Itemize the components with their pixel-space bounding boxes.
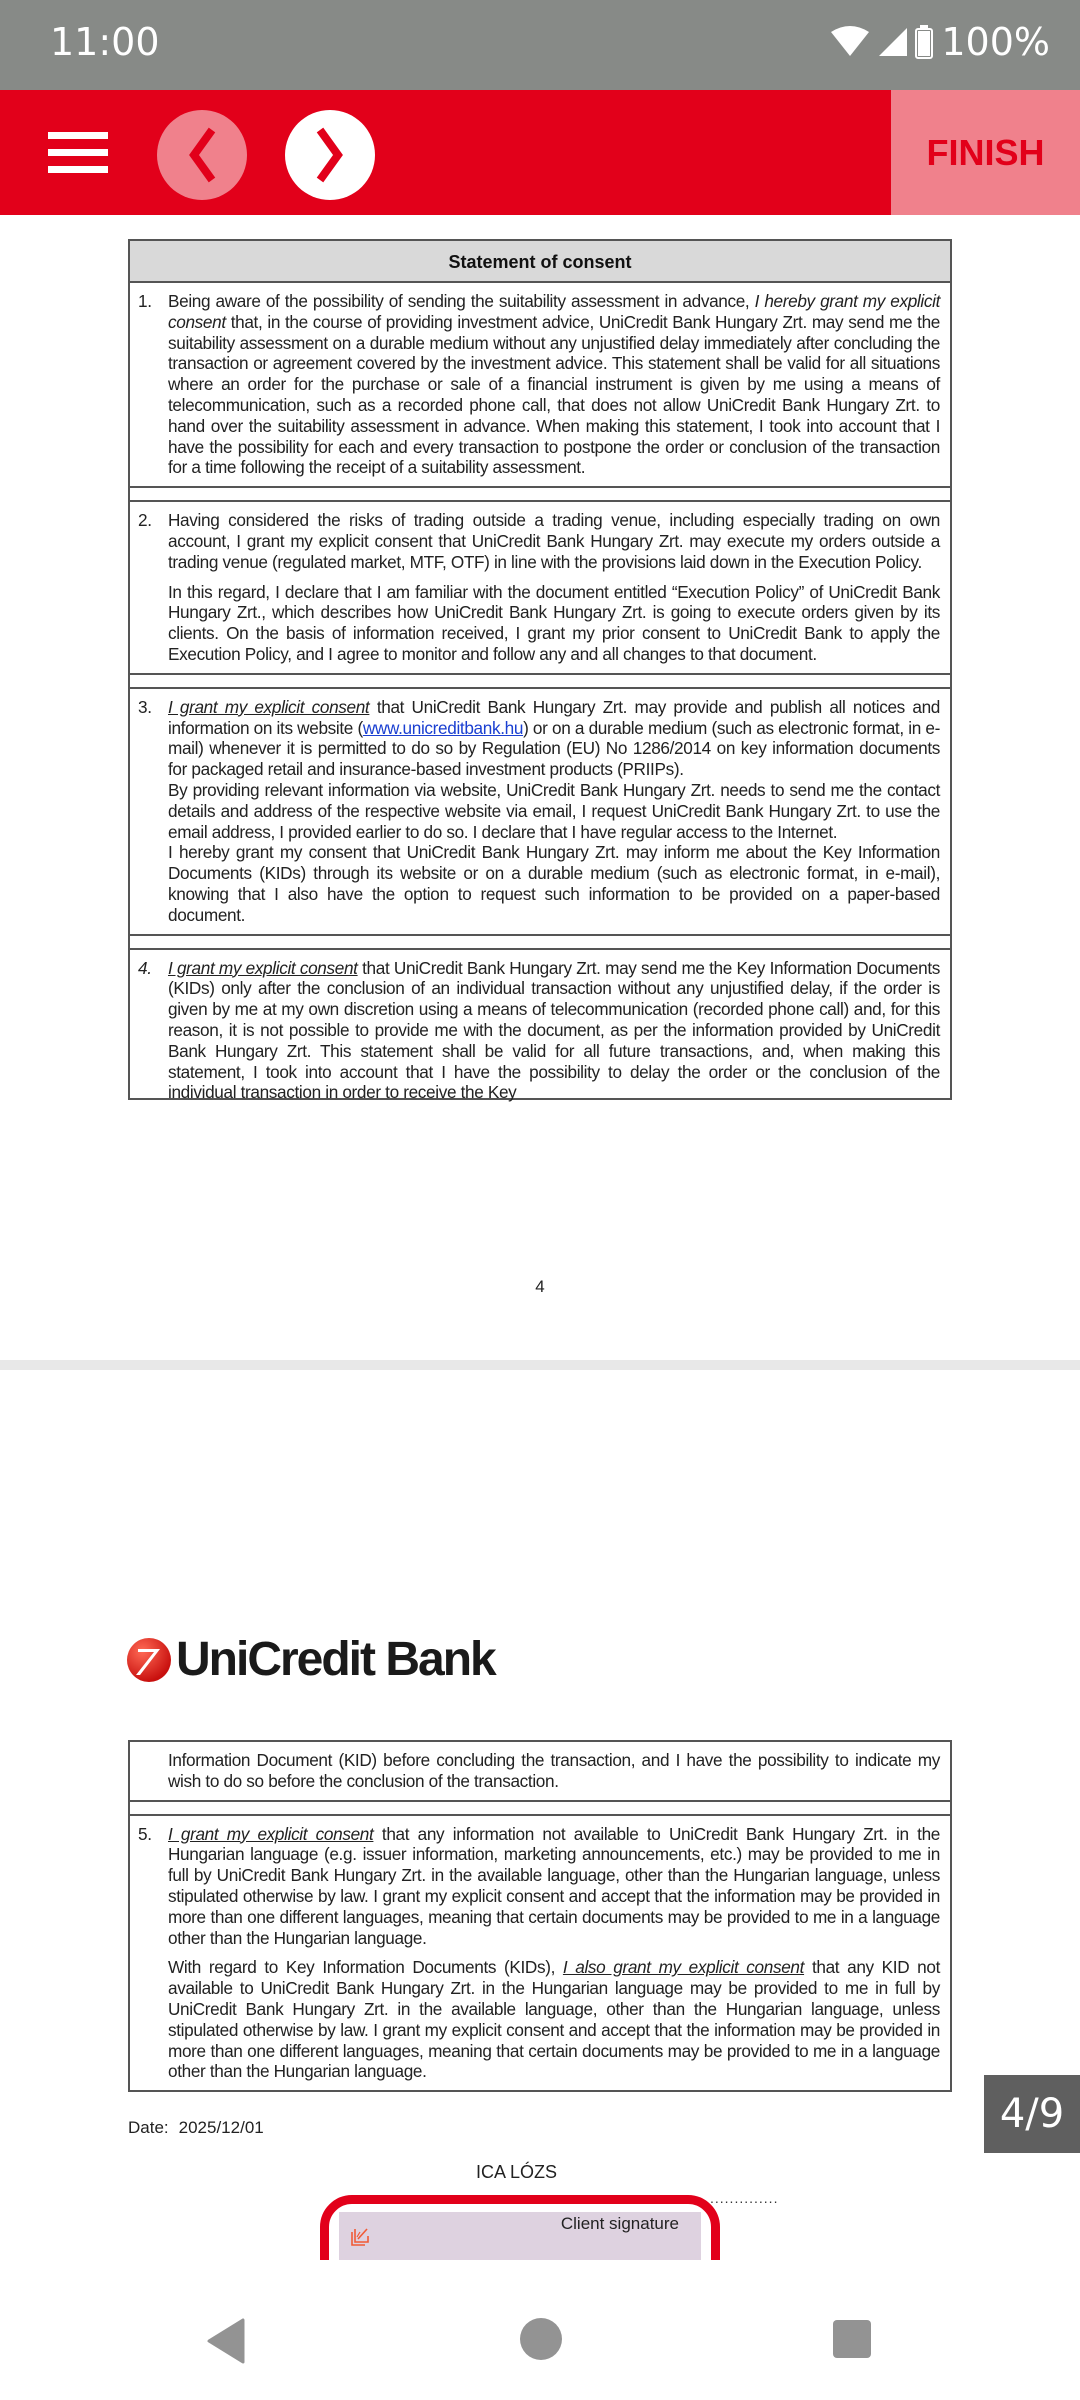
battery-percentage: 100% — [941, 20, 1050, 64]
home-circle-icon[interactable] — [520, 2318, 562, 2360]
next-page-button[interactable] — [285, 110, 375, 200]
chevron-right-icon — [310, 125, 350, 185]
battery-icon — [915, 25, 933, 59]
table-title: Statement of consent — [130, 241, 950, 283]
signature-label: Client signature — [560, 2214, 679, 2233]
client-name: ICA LÓZS — [476, 2162, 558, 2182]
consent-table-continued — [128, 1740, 952, 2092]
page-separator — [0, 1360, 1080, 1370]
system-nav-bar — [0, 2260, 1080, 2400]
date-label: Date: — [128, 2118, 169, 2137]
table-spacer — [130, 675, 950, 689]
consent-item-2: 2. Having considered the risks of trading outside a trading venue, including especially trading on own account, I grant my explicit consent that UniCredit Bank Hungary Zrt. may execute my orders outside a trading venue (regulated market, MTF, OTF) in line with the provisions laid down in the Execution Policy. In this regard, I declare that I am familiar with the document entitled “Execution Policy” of UniCredit Bank Hungary Zrt., which describes how UniCredit Bank Hungary Zrt. is going to execute orders given by its clients. On the basis of information received, I grant my prior consent to UniCredit Bank to apply the Execution Policy, and I agree to monitor and follow any and all changes to that document. — [130, 502, 950, 675]
status-bar — [0, 0, 1080, 90]
table-spacer — [130, 488, 950, 502]
date-line — [128, 2118, 264, 2138]
hamburger-menu-icon[interactable] — [48, 132, 108, 174]
unicredit-logo — [126, 1632, 495, 1687]
status-icons — [831, 20, 1050, 64]
table-spacer — [130, 1802, 950, 1816]
previous-page-button[interactable] — [157, 110, 247, 200]
finish-button[interactable]: FINISH — [891, 90, 1080, 215]
page-indicator: 4/9 — [984, 2075, 1080, 2153]
unicredit-website-link[interactable]: www.unicreditbank.hu — [362, 717, 524, 738]
status-time: 11:00 — [50, 20, 160, 64]
app-toolbar — [0, 90, 1080, 215]
consent-item-4: 4. I grant my explicit consent that UniCredit Bank Hungary Zrt. may send me the Key Information Documents (KIDs) only after the conclusion of an individual transaction without any unjustified delay, if the order is given by me at my own discretion using a means of telecommunication (recorded phone call) and, for this reason, it is not possible to provide me with the document, as per the information provided by UniCredit Bank Hungary Zrt. This statement shall be valid for all future transactions, and, when making this statement, I took into account that I have the possibility to delay the order or the conclusion of the individual transaction in order to receive the Key — [138, 957, 940, 1103]
recents-square-icon[interactable] — [833, 2320, 871, 2358]
consent-item-3: 3. I grant my explicit consent that UniCredit Bank Hungary Zrt. may provide and publish all notices and information on its website (www.unicreditbank.hu) or on a durable medium (such as electronic format, in e-mail) whenever it is permitted to do so by Regulation (EU) No 1286/2014 on key information documents for packaged retail and insurance-based investment products (PRIIPs). By providing relevant information via website, UniCredit Bank Hungary Zrt. needs to send me the contact details and address of the respective website via email, I request UniCredit Bank Hungary Zrt. to use the email address, I provided earlier to do so. I declare that I have regular access to the Internet. I hereby grant my consent that UniCredit Bank Hungary Zrt. may inform me about the Key Information Documents (KIDs) through its website or on a durable medium (such as electronic format, in e-mail), knowing that I also have the option to request such information to be provided on a paper-based document. — [130, 689, 950, 936]
page-number: 4 — [535, 1277, 545, 1296]
document-page-5 — [0, 1370, 1080, 2260]
signal-icon — [877, 26, 907, 58]
signature-dotted-line: .............. — [710, 2190, 779, 2206]
chevron-left-icon — [182, 125, 222, 185]
wifi-icon — [831, 26, 869, 58]
table-spacer — [130, 936, 950, 950]
back-triangle-icon[interactable] — [205, 2318, 247, 2364]
document-page-4 — [0, 215, 1080, 1360]
consent-item-4-continuation: Information Document (KID) before concluding the transaction, and I have the possibility to indicate my wish to do so before the conclusion of the transaction. — [130, 1742, 950, 1802]
consent-item-1: 1. Being aware of the possibility of sending the suitability assessment in advance, I hereby grant my explicit consent that, in the course of providing investment advice, UniCredit Bank Hungary Zrt. may send me the suitability assessment on a durable medium without any unjustified delay immediately after concluding the transaction or agreement covered by the investment advice. This statement shall be valid for all situations where an order for the purchase or sale of a financial instrument is given by me using a means of telecommunication, such as a recorded phone call, that does not allow UniCredit Bank Hungary Zrt. to hand over the suitability assessment in advance. When making this statement, I took into account that I have the possibility for each and every transaction to postpone the order or conclusion of the transaction for a time following the receipt of a suitability assessment. — [130, 283, 950, 488]
logo-text: UniCredit Bank — [176, 1633, 495, 1686]
document-viewer[interactable] — [0, 215, 1080, 2260]
date-value: 2025/12/01 — [178, 2118, 264, 2137]
sign-pen-icon — [349, 2226, 371, 2248]
consent-table — [128, 239, 952, 1103]
unicredit-logo-icon — [126, 1637, 172, 1683]
consent-item-5: 5. I grant my explicit consent that any information not available to UniCredit Bank Hungary Zrt. in the Hungarian language (e.g. issuer information, marketing announcements, etc.) may be provided to me in full by UniCredit Bank Hungary Zrt. in the available language, other than the Hungarian language, unless stipulated otherwise by law. I grant my explicit consent and accept that the information may be provided in more than one different languages, meaning that certain documents may be provided to me in a language other than the Hungarian language. With regard to Key Information Documents (KIDs), I also grant my explicit consent that any KID not available to UniCredit Bank Hungary Zrt. in the Hungarian language may be provided to me in full by UniCredit Bank Hungary Zrt. in the available language, other than the Hungarian language, unless stipulated otherwise by law. I grant my explicit consent and accept that the information may be provided in more than one different languages, meaning that certain documents may be provided to me in a language other than the Hungarian language. — [138, 1823, 940, 2082]
